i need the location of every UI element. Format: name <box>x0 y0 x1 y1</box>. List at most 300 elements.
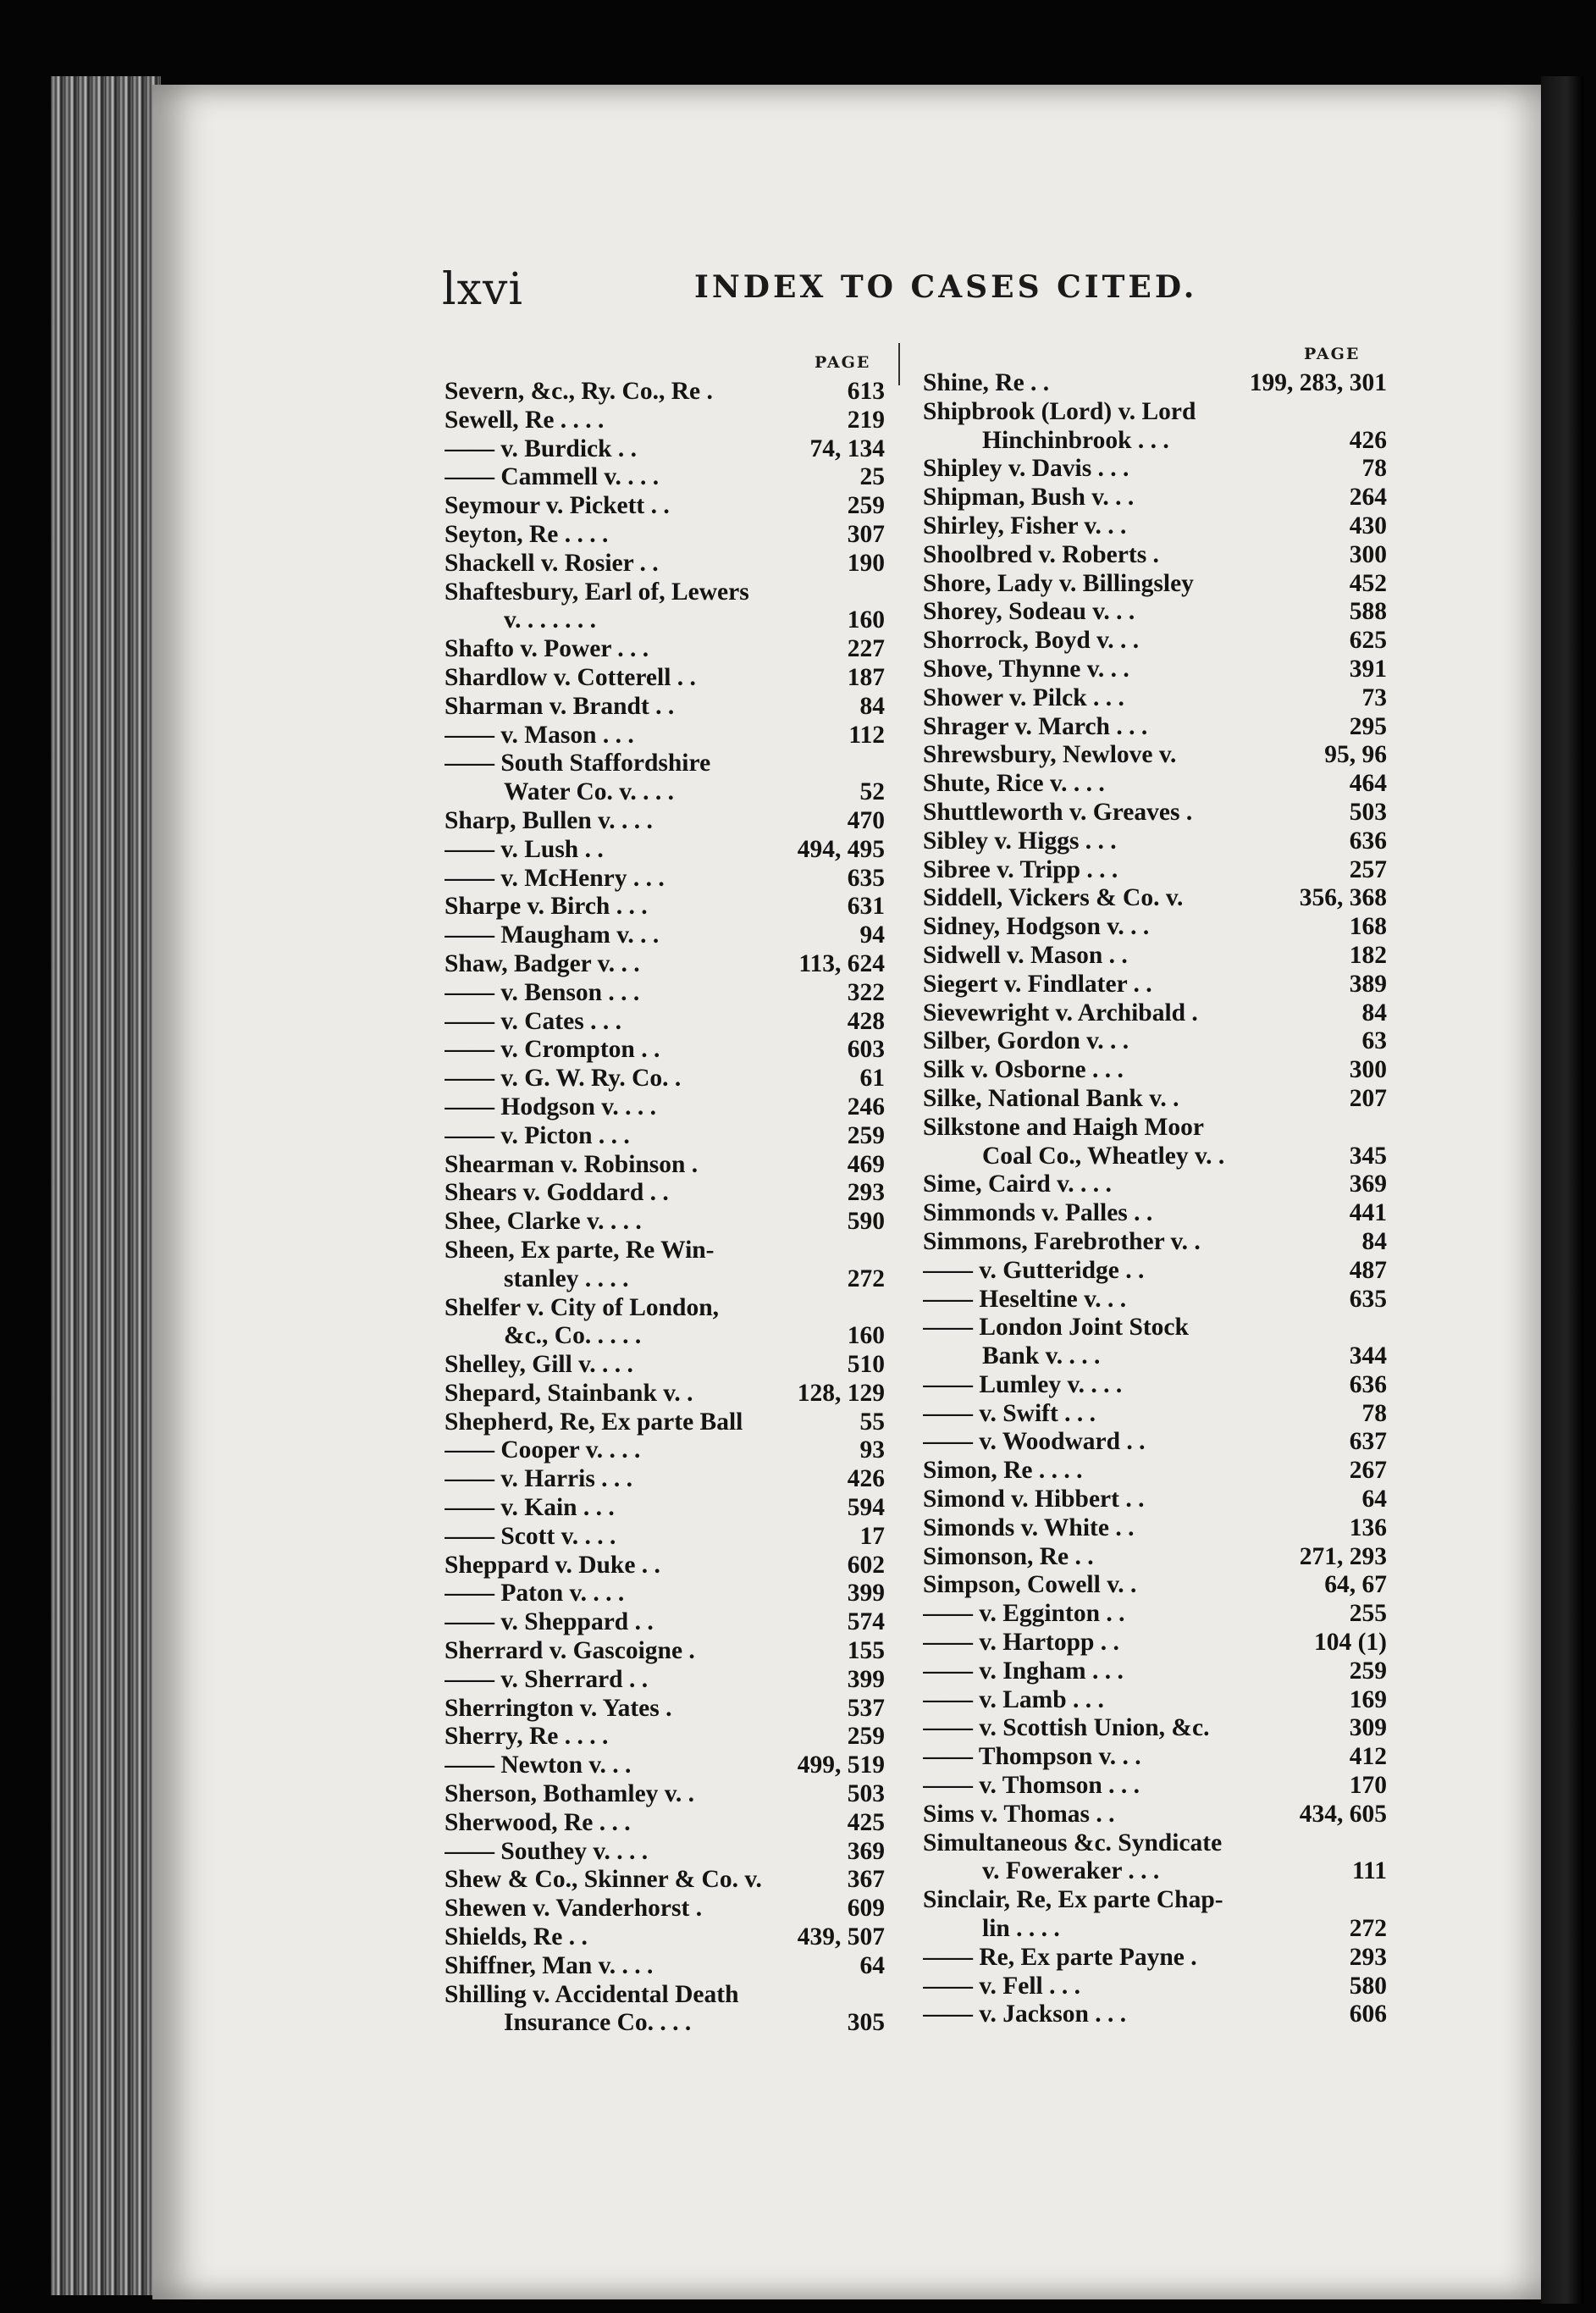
index-column-left <box>445 378 885 2038</box>
entry-page-number: 345 <box>1349 1142 1387 1170</box>
entry-text: Shepard, Stainbank v. . <box>445 1379 693 1407</box>
index-entry <box>445 1637 885 1666</box>
index-entry <box>445 807 885 836</box>
entry-text: Shearman v. Robinson . <box>445 1150 699 1178</box>
index-entry <box>445 1523 885 1552</box>
entry-text: Seymour v. Pickett . . <box>445 492 670 520</box>
entry-text: Shepherd, Re, Ex parte Ball <box>445 1408 743 1436</box>
entry-page-number: 356, 368 <box>1299 884 1387 912</box>
entry-text: Sidwell v. Mason . . <box>923 941 1128 969</box>
index-entry <box>923 884 1387 913</box>
entry-text: Simon, Re . . . . <box>923 1457 1083 1485</box>
entry-text: Sharpe v. Birch . . . <box>445 893 648 921</box>
entry-page-number: 487 <box>1349 1256 1387 1284</box>
entry-page-number: 207 <box>1349 1084 1387 1112</box>
entry-text: &c., Co. . . . . <box>504 1322 642 1350</box>
entry-page-number: 104 (1) <box>1313 1629 1387 1657</box>
entry-text: Simpson, Cowell v. . <box>923 1571 1137 1599</box>
entry-page-number: 510 <box>847 1351 885 1379</box>
entry-page-number: 389 <box>1349 970 1387 998</box>
entry-text: Coal Co., Wheatley v. . <box>982 1142 1225 1170</box>
entry-text: Simmonds v. Palles . . <box>923 1199 1153 1227</box>
entry-text: Shelley, Gill v. . . . <box>445 1351 633 1379</box>
entry-page-number: 344 <box>1349 1342 1387 1370</box>
entry-text: —— Re, Ex parte Payne . <box>923 1943 1197 1971</box>
index-entry <box>445 578 885 607</box>
index-entry <box>923 1085 1387 1114</box>
entry-page-number: 78 <box>1361 455 1387 483</box>
index-entry <box>445 979 885 1008</box>
index-entry <box>445 1179 885 1208</box>
entry-text: —— v. Egginton . . <box>923 1600 1125 1628</box>
entry-page-number: 625 <box>1349 627 1387 655</box>
index-entry <box>445 1838 885 1867</box>
entry-page-number: 399 <box>847 1665 885 1693</box>
entry-text: —— v. Sheppard . . <box>445 1608 654 1636</box>
index-entry <box>923 799 1387 827</box>
entry-text: Simonson, Re . . <box>923 1542 1094 1570</box>
index-entry <box>923 1170 1387 1199</box>
index-entry <box>445 635 885 664</box>
entry-text: stanley . . . . <box>504 1264 629 1292</box>
index-entry <box>923 427 1387 456</box>
entry-text: Shaftesbury, Earl of, Lewers <box>445 578 749 606</box>
entry-text: Sherrington v. Yates . <box>445 1694 672 1722</box>
entry-page-number: 295 <box>1349 712 1387 740</box>
entry-text: Sibley v. Higgs . . . <box>923 827 1117 855</box>
index-entry <box>445 664 885 693</box>
entry-page-number: 580 <box>1349 1972 1387 2000</box>
entry-text: —— v. Scottish Union, &c. <box>923 1714 1210 1742</box>
entry-text: Shew & Co., Skinner & Co. v. <box>445 1866 762 1894</box>
entry-text: Sharp, Bullen v. . . . <box>445 806 653 834</box>
entry-text: Seyton, Re . . . . <box>445 520 609 548</box>
entry-page-number: 264 <box>1349 484 1387 512</box>
index-entry <box>445 836 885 865</box>
entry-page-number: 428 <box>847 1007 885 1035</box>
entry-text: —— v. Jackson . . . <box>923 2000 1127 2028</box>
index-entry <box>923 1571 1387 1600</box>
entry-text: —— Newton v. . . <box>445 1751 632 1779</box>
entry-page-number: 84 <box>1361 1227 1387 1255</box>
entry-page-number: 160 <box>847 1322 885 1350</box>
entry-page-number: 499, 519 <box>797 1751 885 1779</box>
index-entry <box>923 942 1387 971</box>
entry-page-number: 63 <box>1361 1027 1387 1055</box>
entry-text: Shackell v. Rosier . . <box>445 549 659 577</box>
entry-text: —— v. G. W. Ry. Co. . <box>445 1065 682 1093</box>
entry-text: v. Foweraker . . . <box>982 1857 1160 1885</box>
index-entry <box>445 550 885 578</box>
index-entry <box>445 1036 885 1065</box>
entry-page-number: 606 <box>1349 2000 1387 2028</box>
entry-page-number: 594 <box>847 1494 885 1522</box>
entry-text: —— Thompson v. . . <box>923 1743 1141 1771</box>
entry-text: Siddell, Vickers & Co. v. <box>923 884 1184 912</box>
index-entry <box>445 1866 885 1895</box>
index-entry <box>923 999 1387 1028</box>
index-entry <box>923 1600 1387 1629</box>
entry-page-number: 187 <box>847 663 885 691</box>
entry-page-number: 322 <box>847 978 885 1006</box>
index-entry <box>923 2000 1387 2029</box>
entry-text: Sherwood, Re . . . <box>445 1808 631 1836</box>
entry-text: Shilling v. Accidental Death <box>445 1980 739 2008</box>
entry-text: Shute, Rice v. . . . <box>923 770 1105 798</box>
entry-text: Sime, Caird v. . . . <box>923 1170 1112 1198</box>
entry-page-number: 503 <box>847 1780 885 1808</box>
index-entry <box>923 1686 1387 1715</box>
index-entry <box>445 492 885 521</box>
entry-page-number: 170 <box>1349 1772 1387 1800</box>
index-entry <box>923 1314 1387 1342</box>
entry-text: Shafto v. Power . . . <box>445 635 649 663</box>
entry-page-number: 190 <box>847 549 885 577</box>
entry-text: Simond v. Hibbert . . <box>923 1486 1145 1513</box>
entry-text: —— v. Fell . . . <box>923 1972 1081 2000</box>
index-entry <box>445 1952 885 1981</box>
index-entry <box>923 827 1387 856</box>
index-entry <box>445 378 885 407</box>
index-entry <box>923 398 1387 427</box>
entry-text: —— v. Gutteridge . . <box>923 1256 1145 1284</box>
entry-page-number: 267 <box>1349 1457 1387 1485</box>
entry-page-number: 300 <box>1349 1056 1387 1084</box>
entry-page-number: 93 <box>859 1436 885 1464</box>
entry-page-number: 574 <box>847 1608 885 1636</box>
entry-page-number: 631 <box>847 893 885 921</box>
entry-page-number: 469 <box>847 1150 885 1178</box>
entry-text: —— Southey v. . . . <box>445 1837 649 1865</box>
entry-page-number: 636 <box>1349 1370 1387 1398</box>
entry-page-number: 113, 624 <box>798 949 885 977</box>
index-entry <box>445 893 885 921</box>
entry-page-number: 128, 129 <box>797 1379 885 1407</box>
entry-text: Hinchinbrook . . . <box>982 426 1169 454</box>
entry-text: —— v. Picton . . . <box>445 1121 630 1149</box>
index-entry <box>923 971 1387 999</box>
entry-text: Shelfer v. City of London, <box>445 1293 719 1321</box>
index-entry <box>445 407 885 435</box>
index-entry <box>445 722 885 750</box>
entry-text: —— v. Hartopp . . <box>923 1629 1119 1657</box>
page-column-label-right: PAGE <box>1304 345 1361 363</box>
entry-text: Shipman, Bush v. . . <box>923 484 1135 512</box>
index-entry <box>445 1723 885 1751</box>
entry-text: Shee, Clarke v. . . . <box>445 1208 642 1236</box>
index-entry <box>445 1093 885 1122</box>
index-entry <box>445 1208 885 1237</box>
entry-text: Sibree v. Tripp . . . <box>923 855 1118 883</box>
index-entry <box>445 1552 885 1580</box>
entry-page-number: 271, 293 <box>1299 1542 1387 1570</box>
index-entry <box>445 778 885 807</box>
entry-page-number: 61 <box>859 1065 885 1093</box>
entry-page-number: 609 <box>847 1895 885 1923</box>
index-entry <box>445 1408 885 1437</box>
entry-page-number: 425 <box>847 1808 885 1836</box>
entry-text: Sherry, Re . . . . <box>445 1723 609 1751</box>
entry-page-number: 430 <box>1349 512 1387 540</box>
index-entry <box>923 1714 1387 1743</box>
index-entry <box>923 741 1387 770</box>
entry-text: Simonds v. White . . <box>923 1513 1135 1541</box>
index-entry <box>923 656 1387 684</box>
entry-page-number: 399 <box>847 1580 885 1607</box>
entry-page-number: 227 <box>847 635 885 663</box>
index-entry <box>445 1322 885 1351</box>
entry-text: Shardlow v. Cotterell . . <box>445 663 696 691</box>
entry-page-number: 635 <box>1349 1285 1387 1313</box>
entry-page-number: 426 <box>1349 426 1387 454</box>
entry-page-number: 613 <box>847 378 885 405</box>
entry-text: —— v. Swift . . . <box>923 1399 1096 1427</box>
entry-text: —— Cammell v. . . . <box>445 463 660 491</box>
entry-text: Shove, Thynne v. . . <box>923 655 1129 683</box>
entry-text: —— v. Mason . . . <box>445 721 634 749</box>
index-entry <box>445 1465 885 1494</box>
index-entry <box>923 627 1387 656</box>
entry-text: Silkstone and Haigh Moor <box>923 1113 1204 1141</box>
entry-page-number: 168 <box>1349 913 1387 941</box>
index-entry <box>923 1056 1387 1085</box>
index-entry <box>923 598 1387 627</box>
entry-text: Sheen, Ex parte, Re Win- <box>445 1236 715 1264</box>
index-entry <box>445 1380 885 1408</box>
index-entry <box>923 1228 1387 1257</box>
entry-text: Shuttleworth v. Greaves . <box>923 798 1193 826</box>
index-entry <box>445 1608 885 1637</box>
entry-page-number: 635 <box>847 864 885 892</box>
index-entry <box>923 1772 1387 1801</box>
index-entry <box>445 1294 885 1323</box>
index-entry <box>445 1065 885 1093</box>
entry-page-number: 470 <box>847 806 885 834</box>
entry-text: —— v. Ingham . . . <box>923 1657 1124 1685</box>
entry-page-number: 272 <box>847 1264 885 1292</box>
index-entry <box>445 463 885 492</box>
entry-page-number: 78 <box>1361 1399 1387 1427</box>
entry-text: —— London Joint Stock <box>923 1314 1189 1342</box>
entry-text: Silk v. Osborne . . . <box>923 1056 1124 1084</box>
entry-page-number: 73 <box>1361 683 1387 711</box>
entry-page-number: 111 <box>1352 1857 1387 1885</box>
index-entry <box>923 1629 1387 1657</box>
entry-page-number: 255 <box>1349 1600 1387 1628</box>
index-entry <box>923 1286 1387 1314</box>
entry-text: Shipley v. Davis . . . <box>923 455 1129 483</box>
entry-page-number: 95, 96 <box>1324 741 1387 769</box>
entry-page-number: 307 <box>847 520 885 548</box>
index-entry <box>445 693 885 722</box>
entry-text: Shirley, Fisher v. . . <box>923 512 1127 540</box>
entry-page-number: 391 <box>1349 655 1387 683</box>
entry-page-number: 74, 134 <box>809 434 885 462</box>
entry-page-number: 259 <box>847 492 885 520</box>
entry-page-number: 219 <box>847 406 885 434</box>
entry-text: Shine, Re . . <box>923 369 1050 396</box>
entry-text: —— Scott v. . . . <box>445 1522 616 1550</box>
entry-text: —— South Staffordshire <box>445 750 711 777</box>
entry-page-number: 369 <box>1349 1170 1387 1198</box>
entry-text: Shore, Lady v. Billingsley <box>923 569 1194 597</box>
entry-text: Sinclair, Re, Ex parte Chap- <box>923 1886 1223 1914</box>
entry-page-number: 272 <box>1349 1915 1387 1943</box>
index-entry <box>445 921 885 950</box>
entry-page-number: 590 <box>847 1208 885 1236</box>
entry-page-number: 300 <box>1349 540 1387 568</box>
entry-page-number: 199, 283, 301 <box>1249 369 1387 396</box>
entry-page-number: 369 <box>847 1837 885 1865</box>
book-binding <box>51 76 161 2295</box>
index-entry <box>445 1923 885 1952</box>
index-entry <box>923 1543 1387 1572</box>
index-entry <box>923 1342 1387 1371</box>
index-entry <box>923 1801 1387 1829</box>
index-entry <box>445 1237 885 1265</box>
entry-text: —— v. Harris . . . <box>445 1465 633 1493</box>
index-entry <box>445 606 885 635</box>
page-edge <box>1541 76 1583 2304</box>
entry-page-number: 293 <box>847 1179 885 1207</box>
page-folio: lxvi <box>442 264 523 315</box>
entry-text: Shoolbred v. Roberts . <box>923 540 1159 568</box>
entry-text: Sheppard v. Duke . . <box>445 1551 660 1579</box>
entry-text: —— v. Woodward . . <box>923 1428 1146 1456</box>
index-entry <box>445 435 885 464</box>
entry-text: —— v. Lamb . . . <box>923 1685 1104 1713</box>
entry-text: Shewen v. Vanderhorst . <box>445 1895 703 1923</box>
entry-page-number: 441 <box>1349 1199 1387 1227</box>
page-column-label-left: PAGE <box>815 353 871 372</box>
entry-page-number: 452 <box>1349 569 1387 597</box>
entry-text: Sims v. Thomas . . <box>923 1800 1115 1828</box>
entry-page-number: 309 <box>1349 1714 1387 1742</box>
entry-text: —— v. Cates . . . <box>445 1007 621 1035</box>
index-entry <box>445 950 885 979</box>
entry-text: Severn, &c., Ry. Co., Re . <box>445 378 713 405</box>
index-entry <box>923 1486 1387 1514</box>
index-entry <box>445 1666 885 1695</box>
entry-page-number: 603 <box>847 1036 885 1064</box>
entry-text: Insurance Co. . . . <box>504 2009 692 2037</box>
entry-page-number: 84 <box>859 692 885 720</box>
entry-page-number: 367 <box>847 1866 885 1894</box>
index-entry <box>923 1199 1387 1228</box>
index-entry <box>445 1809 885 1838</box>
entry-page-number: 464 <box>1349 770 1387 798</box>
entry-text: Sherrard v. Gascoigne . <box>445 1637 695 1665</box>
entry-page-number: 305 <box>847 2009 885 2037</box>
index-entry <box>445 1895 885 1923</box>
entry-text: Water Co. v. . . . <box>504 778 675 806</box>
index-entry <box>445 1695 885 1724</box>
entry-text: Shipbrook (Lord) v. Lord <box>923 397 1196 425</box>
index-entry <box>445 1265 885 1294</box>
entry-page-number: 25 <box>859 463 885 491</box>
entry-page-number: 636 <box>1349 827 1387 855</box>
index-entry <box>445 1351 885 1380</box>
entry-page-number: 426 <box>847 1465 885 1493</box>
index-entry <box>923 1886 1387 1915</box>
index-entry <box>445 1122 885 1151</box>
index-entry <box>923 1857 1387 1886</box>
entry-text: Shower v. Pilck . . . <box>923 683 1124 711</box>
index-entry <box>923 1829 1387 1858</box>
index-entry <box>923 1457 1387 1486</box>
entry-page-number: 17 <box>859 1522 885 1550</box>
index-entry <box>923 1027 1387 1056</box>
entry-text: Shields, Re . . <box>445 1923 588 1951</box>
index-entry <box>923 1915 1387 1944</box>
index-entry <box>445 1151 885 1180</box>
entry-page-number: 64 <box>1361 1486 1387 1513</box>
entry-text: —— v. Thomson . . . <box>923 1772 1140 1800</box>
entry-page-number: 155 <box>847 1637 885 1665</box>
entry-text: Shorrock, Boyd v. . . <box>923 627 1140 655</box>
entry-text: —— Paton v. . . . <box>445 1580 625 1607</box>
entry-page-number: 160 <box>847 606 885 634</box>
running-head: INDEX TO CASES CITED. <box>694 269 1198 305</box>
entry-page-number: 246 <box>847 1093 885 1121</box>
index-entry <box>923 1657 1387 1686</box>
entry-text: —— Hodgson v. . . . <box>445 1093 656 1121</box>
index-entry <box>445 750 885 778</box>
index-entry <box>445 1580 885 1608</box>
entry-page-number: 64, 67 <box>1324 1571 1387 1599</box>
entry-text: Shears v. Goddard . . <box>445 1179 669 1207</box>
entry-page-number: 637 <box>1349 1428 1387 1456</box>
index-entry <box>445 1436 885 1465</box>
index-entry <box>923 1400 1387 1429</box>
entry-page-number: 494, 495 <box>797 835 885 863</box>
index-entry <box>923 1743 1387 1772</box>
entry-page-number: 588 <box>1349 598 1387 626</box>
entry-text: v. . . . . . . <box>504 606 596 634</box>
entry-page-number: 112 <box>848 721 885 749</box>
index-entry <box>923 1428 1387 1457</box>
index-entry <box>923 570 1387 599</box>
entry-text: Sharman v. Brandt . . <box>445 692 675 720</box>
index-entry <box>923 1114 1387 1143</box>
entry-text: Siegert v. Findlater . . <box>923 970 1152 998</box>
index-entry <box>923 1257 1387 1286</box>
index-entry <box>445 1494 885 1523</box>
index-entry <box>923 484 1387 512</box>
entry-page-number: 412 <box>1349 1743 1387 1771</box>
entry-page-number: 259 <box>1349 1657 1387 1685</box>
entry-text: Sidney, Hodgson v. . . <box>923 913 1150 941</box>
entry-page-number: 439, 507 <box>797 1923 885 1951</box>
index-entry <box>923 541 1387 570</box>
entry-page-number: 94 <box>859 921 885 949</box>
index-entry <box>445 1751 885 1780</box>
entry-page-number: 257 <box>1349 855 1387 883</box>
entry-page-number: 169 <box>1349 1685 1387 1713</box>
index-entry <box>923 856 1387 885</box>
index-entry <box>923 1143 1387 1171</box>
entry-page-number: 55 <box>859 1408 885 1436</box>
index-entry <box>923 713 1387 742</box>
entry-page-number: 52 <box>859 778 885 806</box>
index-entry <box>445 521 885 550</box>
entry-page-number: 182 <box>1349 941 1387 969</box>
entry-text: Silber, Gordon v. . . <box>923 1027 1129 1055</box>
entry-text: Bank v. . . . <box>982 1342 1101 1370</box>
entry-text: —— v. Benson . . . <box>445 978 640 1006</box>
index-entry <box>923 770 1387 799</box>
index-entry <box>923 684 1387 713</box>
